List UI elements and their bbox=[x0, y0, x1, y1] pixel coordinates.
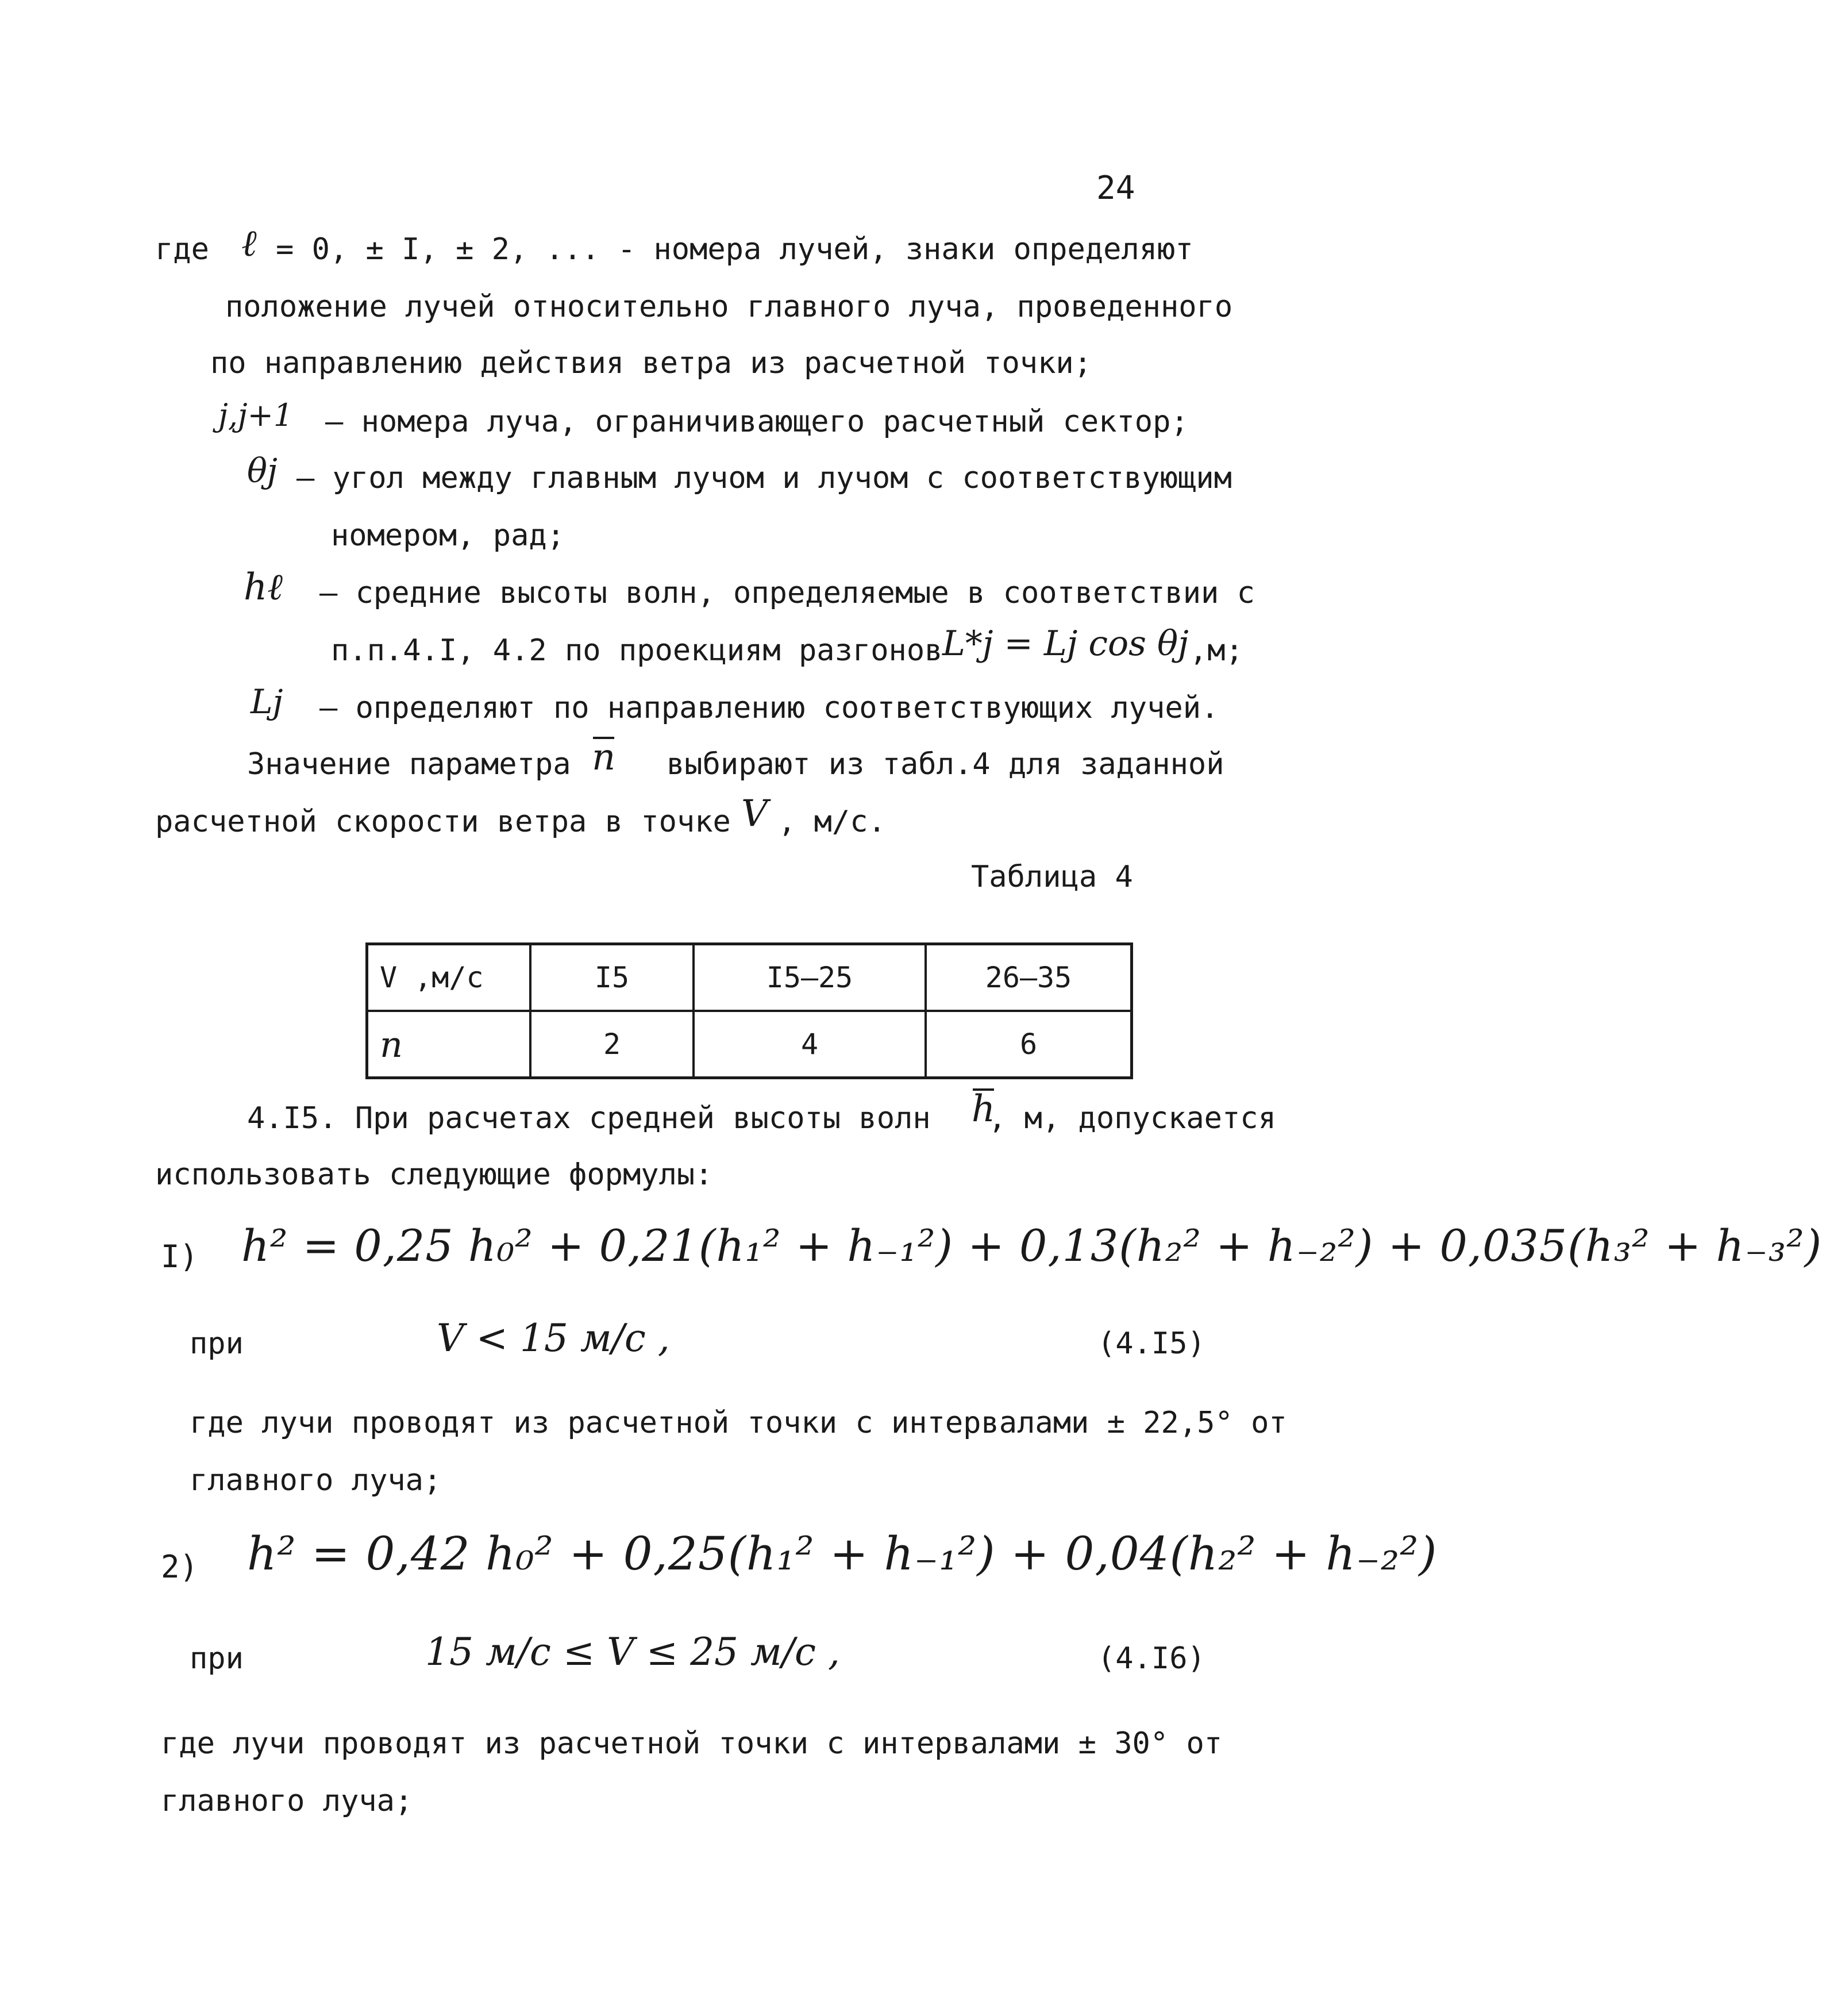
table-cell-3: 6 bbox=[926, 1011, 1132, 1078]
param-line-2b: , м/с. bbox=[778, 805, 886, 839]
page-number: 24 bbox=[1096, 170, 1135, 207]
def-line-1: = 0, ± I, ± 2, ... - номера лучей, знаки определяют bbox=[276, 232, 1193, 267]
param-line-2a: расчетной скорости ветра в точке bbox=[155, 805, 731, 839]
formula-1-note-2: главного луча; bbox=[190, 1463, 442, 1498]
param-line-1b: выбирают из табл.4 для заданной bbox=[667, 747, 1224, 782]
section-line-1b: , м, допускается bbox=[988, 1101, 1276, 1136]
formula-2: h² = 0,42 h₀² + 0,25(h₁² + h₋₁²) + 0,04(h₂² + h₋₂²) bbox=[247, 1527, 1438, 1580]
table-caption: Таблица 4 bbox=[971, 860, 1133, 894]
lj-symbol: Lj bbox=[251, 682, 283, 721]
def-j: – номера луча, ограничивающего расчетный сектор; bbox=[325, 405, 1189, 439]
formula-1: h² = 0,25 h₀² + 0,21(h₁² + h₋₁²) + 0,13(h₂² + h₋₂²) + 0,035(h₃² + h₋₃²) bbox=[241, 1220, 1822, 1271]
formula-1-number: I) bbox=[161, 1238, 199, 1275]
theta-symbol: θj bbox=[247, 451, 278, 490]
def-theta-cont: номером, рад; bbox=[331, 518, 565, 553]
table-cell-2: 4 bbox=[694, 1011, 926, 1078]
section-line-1a: 4.I5. При расчетах средней высоты волн bbox=[247, 1101, 931, 1136]
table-header-v: V ,м/с bbox=[367, 944, 531, 1011]
formula-2-condition-label: при bbox=[190, 1641, 244, 1676]
table-header-col-3: 26–35 bbox=[926, 944, 1132, 1011]
equation-number-4-15: (4.I5) bbox=[1097, 1326, 1205, 1361]
where-label: где bbox=[155, 232, 209, 267]
def-theta: – угол между главным лучом и лучом с соответствующим bbox=[296, 461, 1232, 495]
table-row-n: n bbox=[367, 1011, 531, 1078]
h-symbol: hℓ bbox=[244, 566, 283, 609]
def-l: – определяют по направлению соответствующих лучей. bbox=[319, 691, 1219, 725]
table-header-col-1: I5 bbox=[530, 944, 694, 1011]
formula-1-note-1: где лучи проводят из расчетной точки с интервалами ± 22,5° от bbox=[190, 1406, 1287, 1440]
j-symbol: j,j+1 bbox=[218, 397, 294, 433]
formula-2-note-1: где лучи проводят из расчетной точки с интервалами ± 30° от bbox=[161, 1726, 1223, 1761]
table-header-row bbox=[367, 944, 1132, 1011]
formula-1-condition-label: при bbox=[190, 1326, 244, 1361]
projection-formula: L*j = Lj cos θj bbox=[942, 624, 1189, 664]
projection-unit: ,м; bbox=[1189, 633, 1243, 668]
formula-2-condition: 15 м/с ≤ V ≤ 25 м/с , bbox=[425, 1630, 840, 1674]
def-line-2: положение лучей относительно главного луча, проведенного bbox=[225, 290, 1233, 324]
v-symbol: V bbox=[741, 792, 768, 835]
n-bar-symbol: n bbox=[592, 736, 616, 779]
section-line-2: использовать следующие формулы: bbox=[155, 1157, 713, 1192]
param-line-1a: Значение параметра bbox=[247, 747, 571, 782]
def-h: – средние высоты волн, определяемые в соответствии с bbox=[319, 576, 1255, 610]
table-4 bbox=[365, 942, 1133, 1079]
def-h-cont: п.п.4.I, 4.2 по проекциям разгонов bbox=[331, 633, 943, 668]
equation-number-4-16: (4.I6) bbox=[1097, 1641, 1205, 1676]
h-bar-symbol: h bbox=[971, 1088, 996, 1130]
table-header-col-2: I5–25 bbox=[694, 944, 926, 1011]
l-symbol: ℓ bbox=[241, 222, 257, 265]
table-row bbox=[367, 1011, 1132, 1078]
formula-2-note-2: главного луча; bbox=[161, 1784, 413, 1818]
formula-1-condition: V < 15 м/с , bbox=[437, 1316, 670, 1360]
formula-2-number: 2) bbox=[161, 1549, 199, 1585]
table-cell-1: 2 bbox=[530, 1011, 694, 1078]
def-line-3: по направлению действия ветра из расчетной точки; bbox=[210, 346, 1092, 380]
